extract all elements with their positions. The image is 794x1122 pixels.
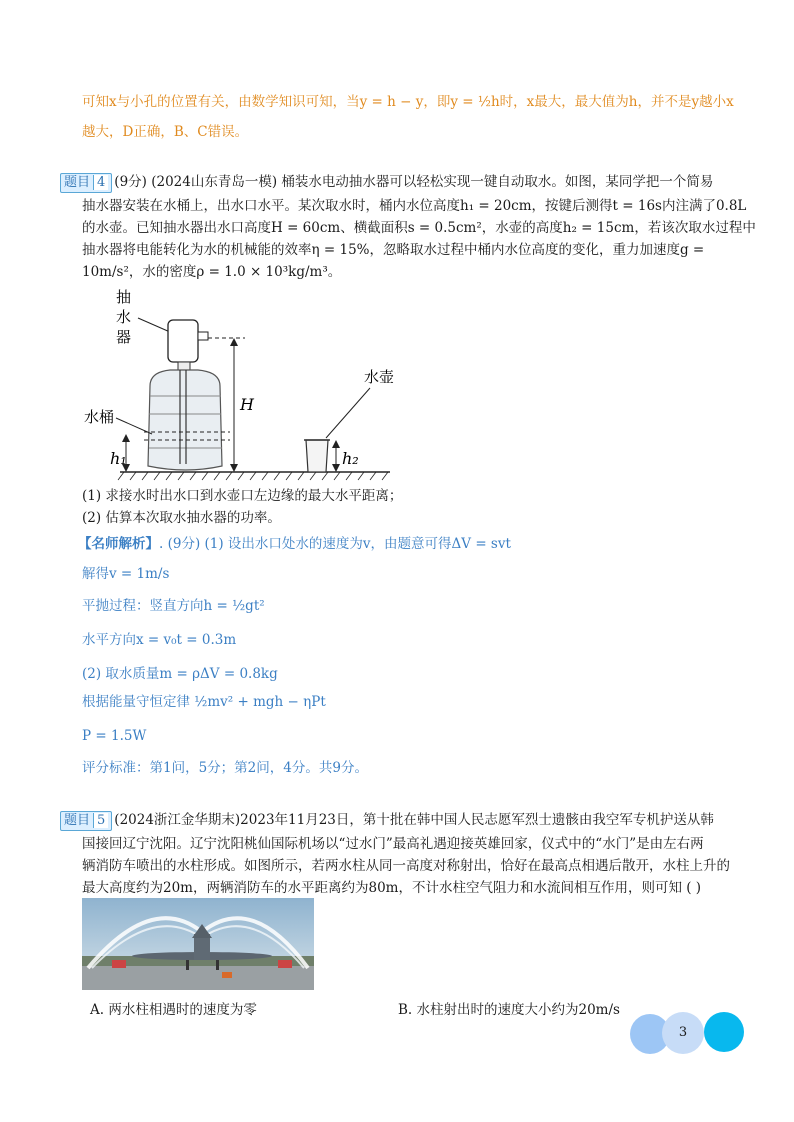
q5-line-3: 辆消防车喷出的水柱形成。如图所示，若两水柱从同一高度对称射出，恰好在最高点相遇后散开，水柱上升的: [82, 858, 730, 874]
q4-line-5: 10m/s²，水的密度ρ = 1.0 × 10³kg/m³。: [82, 264, 342, 280]
q4-badge: 题目 4: [60, 173, 112, 193]
analysis-line-2: 解得v = 1m/s: [82, 566, 170, 582]
analysis-line-4: 水平方向x = v₀t = 0.3m: [82, 632, 237, 648]
analysis-label: 【名师解析】: [78, 536, 159, 552]
label-H: H: [240, 395, 254, 414]
label-kettle: 水壶: [364, 368, 395, 386]
analysis-line-5: (2) 取水质量m = ρΔV = 0.8kg: [82, 666, 278, 682]
label-bucket: 水桶: [84, 408, 115, 426]
q4-header: [60, 172, 713, 193]
label-h2: h₂: [342, 449, 359, 468]
intro-line-2: 越大，D正确，B、C错误。: [82, 124, 249, 140]
q5-line-4: 最大高度约为20m，两辆消防车的水平距离约为80m，不计水柱空气阻力和水流间相互作用，则可知 ( ): [82, 880, 702, 896]
q4-sub-1: (1) 求接水时出水口到水壶口左边缘的最大水平距离；: [82, 488, 403, 504]
q4-line-4: 抽水器将电能转化为水的机械能的效率η = 15%，忽略取水过程中桶内水位高度的变化，重力加速度g =: [82, 242, 705, 258]
q4-line-1: (9分) (2024山东青岛一模) 桶装水电动抽水器可以轻松实现一键自动取水。如图，某同学把一个简易: [114, 174, 714, 190]
page-deco-circle-2: [704, 1012, 744, 1052]
label-pump-1: 抽: [116, 288, 132, 306]
analysis-line-7: P = 1.5W: [82, 728, 147, 744]
q5-line-1: (2024浙江金华期末)2023年11月23日，第十批在韩中国人民志愿军烈士遗骸由我空军专机护送从韩: [114, 812, 714, 828]
q4-sub-2: (2) 估算本次取水抽水器的功率。: [82, 510, 281, 526]
pump-diagram: [80, 286, 410, 482]
q5-option-a: A. 两水柱相遇时的速度为零: [90, 1002, 257, 1018]
analysis-line-1: 【名师解析】. (9分) (1) 设出水口处水的速度为v，由题意可得ΔV = svt: [78, 536, 511, 552]
analysis-line-8: 评分标准：第1问，5分；第2问，4分。共9分。: [82, 760, 368, 776]
intro-line-1: 可知x与小孔的位置有关，由数学知识可知，当y = h − y，即y = ½h时，x最大，最大值为h，并不是y越小x: [82, 94, 734, 110]
q5-option-b: B. 水柱射出时的速度大小约为20m/s: [398, 1002, 620, 1018]
analysis-line-3: 平抛过程：竖直方向h = ½gt²: [82, 598, 265, 614]
analysis-line-6: 根据能量守恒定律 ½mv² + mgh − ηPt: [82, 694, 326, 710]
water-gate-photo: [82, 898, 314, 990]
label-h1: h₁: [110, 449, 127, 468]
label-pump-2: 水: [116, 308, 132, 326]
q4-line-3: 的水壶。已知抽水器出水口高度H = 60cm、横截面积s = 0.5cm²，水壶的高度h₂ = 15cm，若该次取水过程中: [82, 220, 756, 236]
q5-header: [60, 810, 714, 831]
q4-line-2: 抽水器安装在水桶上，出水口水平。某次取水时，桶内水位高度h₁ = 20cm，按键后测得t = 16s内注满了0.8L: [82, 198, 747, 214]
q5-badge: 题目 5: [60, 811, 112, 831]
q5-line-2: 国接回辽宁沈阳。辽宁沈阳桃仙国际机场以“过水门”最高礼遇迎接英雄回家，仪式中的“水门”是由左右两: [82, 836, 704, 852]
label-pump-3: 器: [116, 328, 132, 346]
page-number: 3: [662, 1012, 704, 1054]
